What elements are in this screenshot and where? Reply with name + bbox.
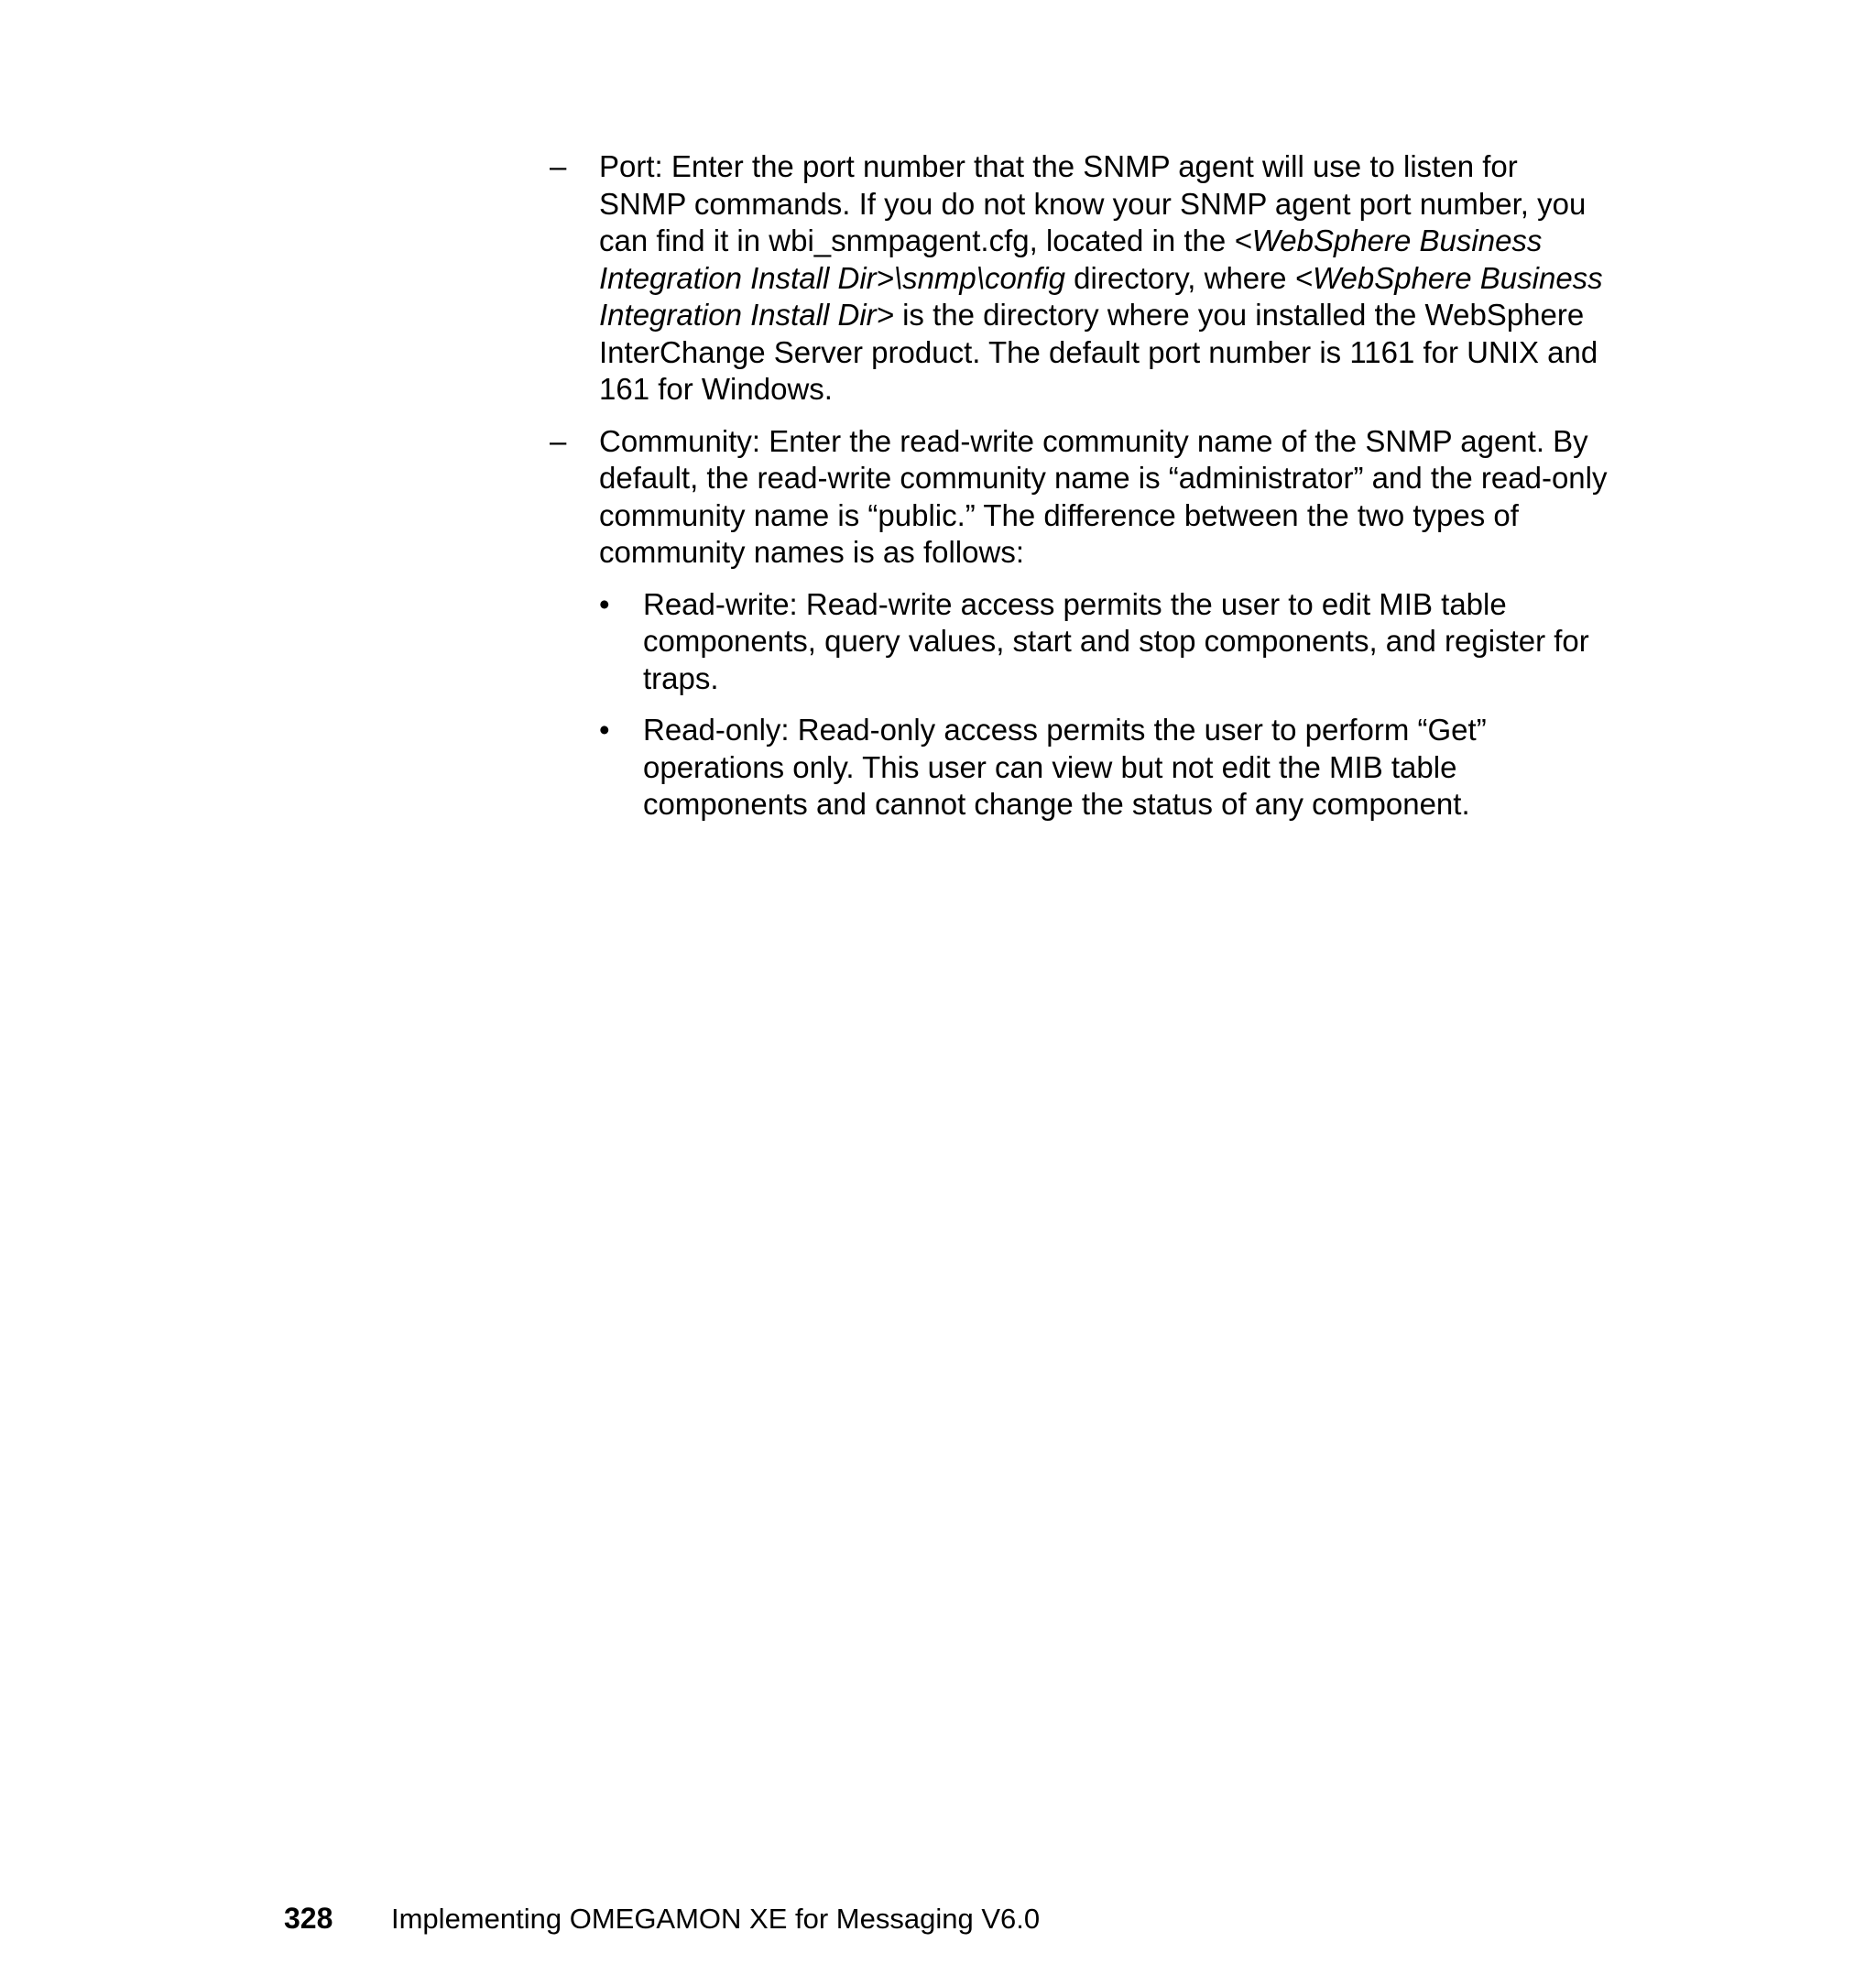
bullet-marker: • [599,586,610,621]
dash-marker: – [550,149,567,183]
book-title: Implementing OMEGAMON XE for Messaging V6.0 [391,1903,1041,1935]
port-text-2: directory, where [1065,260,1295,295]
list-item-port [550,148,1612,409]
dash-marker: – [550,423,567,458]
port-text-3: is the directory where you installed the WebSphere InterChange Server product. The default port number is 1161 for UNIX and 161 for Windows. [599,298,1598,406]
list-item-community [550,423,1612,824]
community-text: Community: Enter the read-write community name of the SNMP agent. By default, the read-write community name is “administrator” and the read-only community name is “public.” The difference between the two types of community names is as follows: [599,423,1608,569]
read-write-text: Read-write: Read-write access permits the user to edit MIB table components, query values, start and stop components, and register for traps. [643,586,1589,695]
page-number: 328 [284,1902,333,1935]
port-text-1: Port: Enter the port number that the SNMP agent will use to listen for SNMP commands. If you do not know your SNMP agent port number, you can find it in wbi_snmpagent.cfg, located in the [599,149,1587,257]
page-content [550,148,1612,838]
bullet-item-read-only [599,712,1612,824]
port-italic-dir: <WebSphere Business Integration Install Dir> [599,260,1603,332]
read-only-text: Read-only: Read-only access permits the user to perform “Get” operations only. This user can view but not edit the MIB table components and cannot change the status of any component. [643,713,1487,821]
port-italic-path: <WebSphere Business Integration Install Dir>\snmp\config [599,224,1543,295]
bullet-item-read-write [599,586,1612,698]
page-footer [284,1900,1040,1937]
community-bullet-list [599,586,1612,824]
bullet-marker: • [599,713,610,747]
